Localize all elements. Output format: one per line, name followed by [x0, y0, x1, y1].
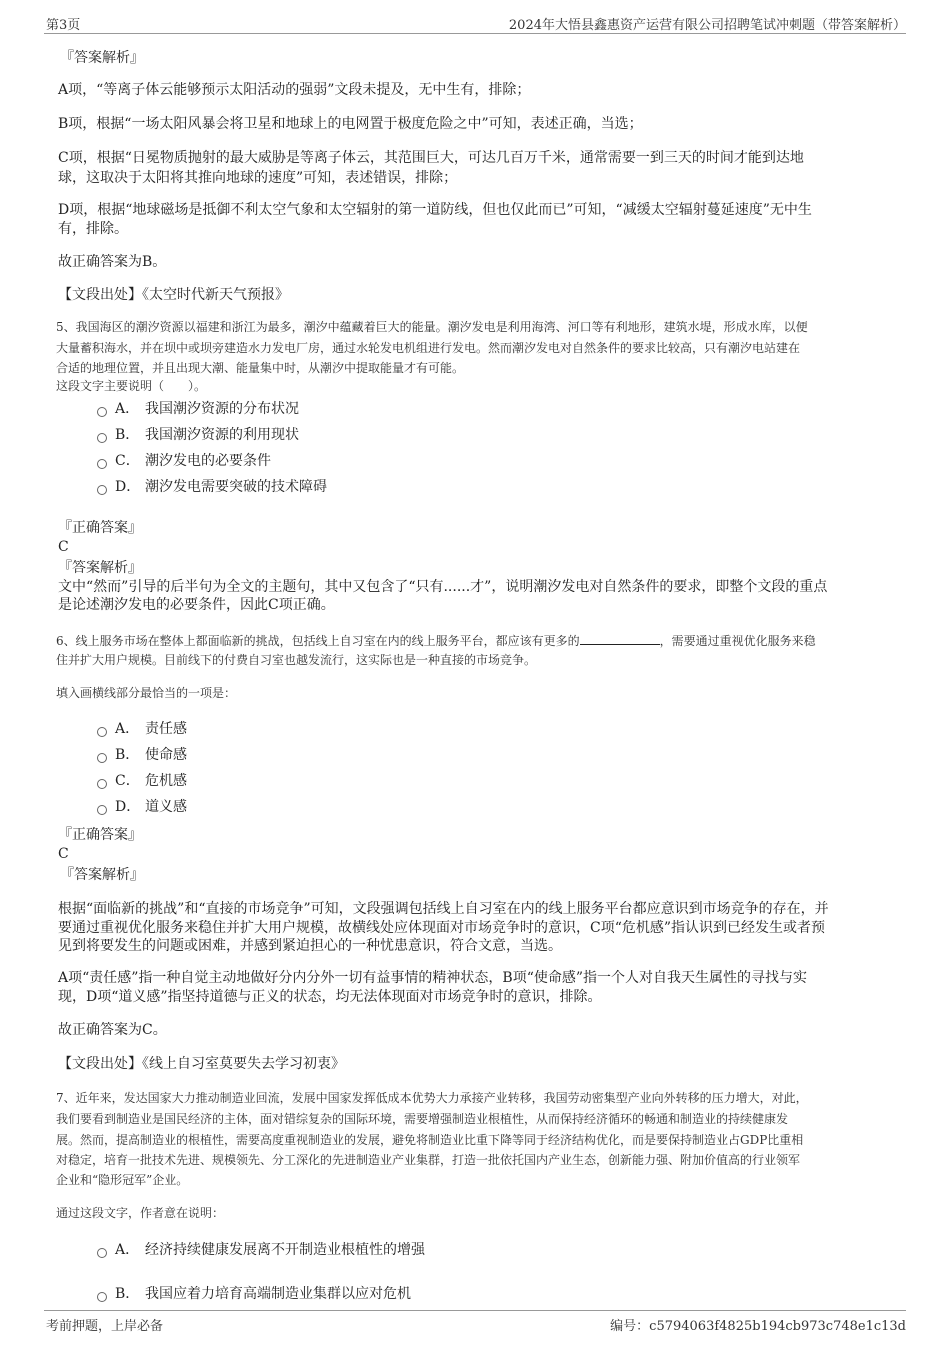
q4-analysis-c-line2: 球，这取决于太阳将其推向地球的速度”可知，表述错误，排除； — [58, 170, 458, 186]
q5-stem-line1: 5、我国海区的潮汐资源以福建和浙江为最多，潮汐中蕴藏着巨大的能量。潮汐发电是利用海湾、河口等有利地形，建筑水堤，形成水库，以便 — [56, 320, 808, 334]
q5-answer-label: 『正确答案』 — [58, 520, 142, 536]
q5-option-d[interactable]: D． 潮汐发电需要突破的技术障碍 — [96, 477, 496, 497]
q6-option-b[interactable]: B． 使命感 — [96, 745, 496, 765]
q6-option-c[interactable]: C． 危机感 — [96, 771, 496, 791]
q7-prompt: 通过这段文字，作者意在说明： — [56, 1206, 225, 1220]
document-id: 编号：c5794063f4825b194cb973c748e1c13d — [610, 1319, 906, 1334]
q4-source: 【文段出处】《太空时代新天气预报》 — [58, 287, 289, 303]
q7-stem-line2: 我们要看到制造业是国民经济的主体，面对错综复杂的国际环境，需要增强制造业根植性，从而保持经济循环的畅通和制造业的持续健康发 — [56, 1112, 789, 1126]
q6-answer-label: 『正确答案』 — [58, 827, 142, 843]
q6-stem-line1: 6、线上服务市场在整体上都面临新的挑战，包括线上自习室在内的线上服务平台，都应该有更多的 ，需要通过重视优化服务来稳 — [56, 630, 816, 651]
q6-option-d[interactable]: D． 道义感 — [96, 797, 496, 817]
radio-icon[interactable] — [97, 753, 107, 763]
q7-stem-line4: 对稳定，培育一批技术先进、规模领先、分工深化的先进制造业产业集群，打造一批依托国内产业生态，创新能力强、附加价值高的行业领军 — [56, 1153, 801, 1167]
q4-analysis-label: 『答案解析』 — [60, 50, 144, 66]
q5-prompt: 这段文字主要说明（ ）。 — [56, 379, 207, 393]
q5-stem-line3: 合适的地理位置，并且出现大潮、能量集中时，从潮汐中提取能量才有可能。 — [56, 361, 465, 375]
q6-analysis-line2: 要通过重视优化服务来稳住并扩大用户规模，故横线处应体现面对市场竞争时的意识，C项“危机感”指认识到已经发生或者预 — [58, 920, 826, 936]
radio-icon[interactable] — [97, 779, 107, 789]
q6-stem-line2: 住并扩大用户规模。目前线下的付费自习室也越发流行，这实际也是一种直接的市场竞争。 — [56, 653, 537, 667]
q5-option-c[interactable]: C． 潮汐发电的必要条件 — [96, 451, 496, 471]
q6-analysis-line5: 现，D项“道义感”指坚持道德与正义的状态，均无法体现面对市场竞争时的意识，排除。 — [58, 989, 602, 1005]
q5-option-b[interactable]: B． 我国潮汐资源的利用现状 — [96, 425, 496, 445]
header-divider — [44, 33, 906, 34]
q6-analysis-label: 『答案解析』 — [60, 867, 144, 883]
q6-conclusion: 故正确答案为C。 — [58, 1022, 167, 1038]
radio-icon[interactable] — [97, 485, 107, 495]
q4-analysis-b: B项，根据“一场太阳风暴会将卫星和地球上的电网置于极度危险之中”可知，表述正确，当选； — [58, 116, 643, 132]
q7-stem-line3: 展。然而，提高制造业的根植性，需要高度重视制造业的发展，避免将制造业比重下降等同于经济结构优化，而是要保持制造业占GDP比重相 — [56, 1133, 804, 1147]
radio-icon[interactable] — [97, 1292, 107, 1302]
q6-option-a[interactable]: A． 责任感 — [96, 719, 496, 739]
q6-answer: C — [58, 846, 69, 862]
q4-analysis-d-line1: D项，根据“地球磁场是抵御不利太空气象和太空辐射的第一道防线，但也仅此而已”可知，“减缓太空辐射蔓延速度”无中生 — [58, 202, 812, 218]
q7-option-a[interactable]: A． 经济持续健康发展离不开制造业根植性的增强 — [96, 1240, 516, 1260]
q5-option-a[interactable]: A． 我国潮汐资源的分布状况 — [96, 399, 496, 419]
q4-analysis-a: A项，“等离子体云能够预示太阳活动的强弱”文段未提及，无中生有，排除； — [58, 82, 531, 98]
q6-prompt: 填入画横线部分最恰当的一项是： — [56, 686, 237, 700]
q6-analysis-line3: 见到将要发生的问题或困难，并感到紧迫担心的一种忧患意识，符合文意，当选。 — [58, 938, 562, 954]
q4-analysis-c-line1: C项，根据“日冕物质抛射的最大威胁是等离子体云，其范围巨大，可达几百万千米，通常需要一到三天的时间才能到达地 — [58, 150, 804, 166]
q5-answer: C — [58, 539, 69, 555]
q6-source: 【文段出处】《线上自习室莫要失去学习初衷》 — [58, 1056, 345, 1072]
radio-icon[interactable] — [97, 407, 107, 417]
q4-analysis-d-line2: 有，排除。 — [58, 221, 128, 237]
footer-divider — [44, 1310, 906, 1311]
q7-stem-line5: 企业和“隐形冠军”企业。 — [56, 1173, 189, 1187]
document-title: 2024年大悟县鑫惠资产运营有限公司招聘笔试冲刺题（带答案解析） — [508, 18, 906, 33]
page-number: 第3页 — [46, 18, 81, 33]
q6-analysis-line1: 根据“面临新的挑战”和“直接的市场竞争”可知，文段强调包括线上自习室在内的线上服务平台都应意识到市场竞争的存在，并 — [58, 901, 829, 917]
q7-option-b[interactable]: B． 我国应着力培育高端制造业集群以应对危机 — [96, 1284, 516, 1304]
q5-analysis-line2: 是论述潮汐发电的必要条件，因此C项正确。 — [58, 597, 335, 613]
q4-conclusion: 故正确答案为B。 — [58, 254, 167, 270]
q6-analysis-line4: A项“责任感”指一种自觉主动地做好分内分外一切有益事情的精神状态，B项“使命感”指一个人对自我天生属性的寻找与实 — [58, 970, 808, 986]
q5-stem-line2: 大量蓄积海水，并在坝中或坝旁建造水力发电厂房，通过水轮发电机组进行发电。然而潮汐发电对自然条件的要求比较高，只有潮汐电站建在 — [56, 341, 801, 355]
footer-slogan: 考前押题，上岸必备 — [46, 1319, 164, 1334]
q5-analysis-label: 『答案解析』 — [58, 560, 142, 576]
radio-icon[interactable] — [97, 1248, 107, 1258]
radio-icon[interactable] — [97, 805, 107, 815]
fill-blank — [580, 630, 660, 645]
radio-icon[interactable] — [97, 433, 107, 443]
q7-stem-line1: 7、近年来，发达国家大力推动制造业回流，发展中国家发挥低成本优势大力承接产业转移，我国劳动密集型产业向外转移的压力增大，对此， — [56, 1091, 808, 1105]
radio-icon[interactable] — [97, 459, 107, 469]
radio-icon[interactable] — [97, 727, 107, 737]
q5-analysis-line1: 文中“然而”引导的后半句为全文的主题句，其中又包含了“只有......才”，说明潮汐发电对自然条件的要求，即整个文段的重点 — [58, 579, 828, 595]
